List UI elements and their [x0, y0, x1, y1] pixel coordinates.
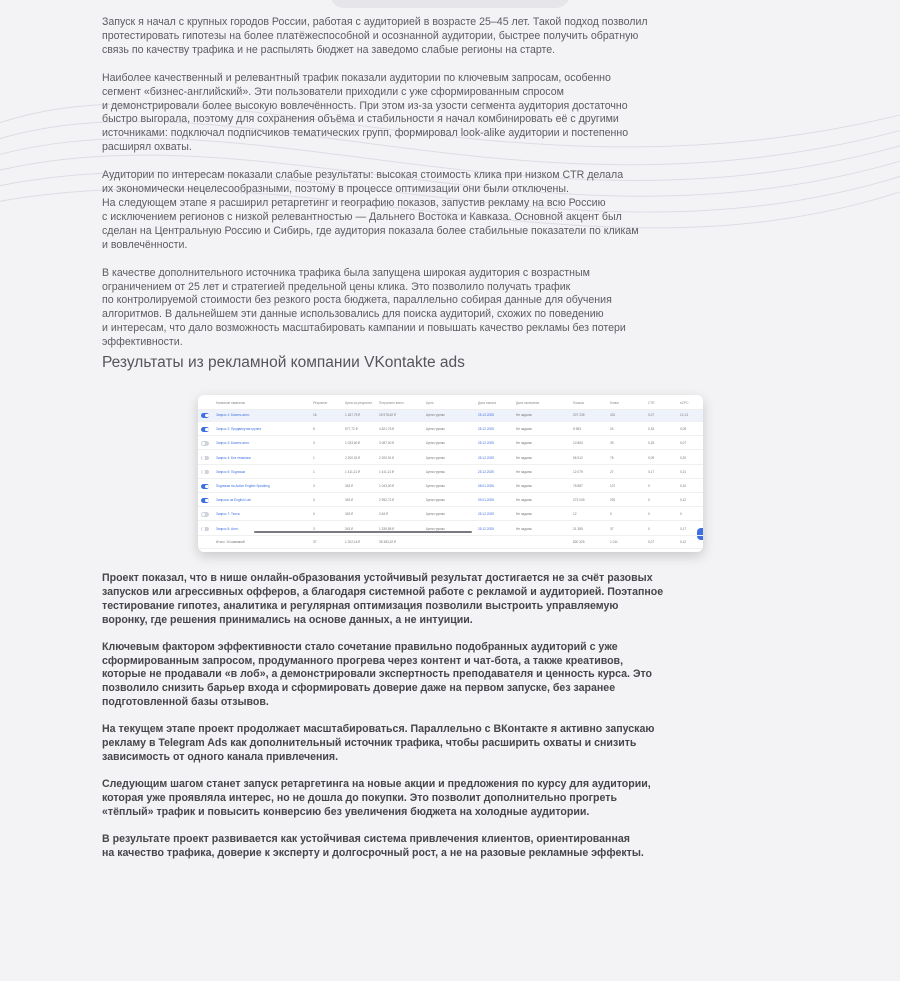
paragraph-line: и демонстрировали более высокую вовлечённость. При этом из-за узости сегмента аудитория достаточно [102, 99, 628, 112]
paragraph-line: подготовленной базы отзывов. [102, 696, 269, 709]
paragraph-line: быстро выгорала, поэтому для сохранения объёма и стабильности я начал комбинировать её с другими [102, 113, 619, 126]
table-row[interactable] [198, 481, 703, 493]
table-cell: 343 ₽ [345, 484, 354, 489]
campaign-toggle[interactable] [201, 498, 209, 503]
table-cell: 75 887 [573, 484, 583, 489]
section-title: Результаты из рекламной компании VKontakte ads [102, 354, 465, 372]
paragraph-line: В результате проект развивается как устойчивая система привлечения клиентов, ориентированная [102, 832, 630, 845]
table-cell: Не заданы [516, 441, 532, 446]
paragraph-line: и интересам, что дало возможность масштабировать кампании и повышать качество рекламы без потери [102, 322, 626, 335]
table-cell: 1 [313, 455, 315, 460]
total-cell: 1 011 [610, 540, 618, 545]
table-cell: 0 [648, 484, 650, 489]
table-cell: 12 [573, 512, 577, 517]
total-cell: 820 325 [573, 540, 585, 545]
paragraph [102, 572, 802, 628]
campaign-toggle[interactable] [201, 456, 209, 461]
paragraph [102, 267, 802, 350]
table-cell: 25.12.2025 [478, 427, 494, 432]
table-cell: 09.01.2026 [478, 498, 494, 503]
table-cell: 10 863 [573, 441, 583, 446]
table-cell: Цена группы [426, 512, 445, 517]
table-header-row [198, 398, 703, 410]
table-cell: 343 ₽ [345, 526, 354, 531]
campaign-name-link[interactable]: Подписки на Active English Speaking [216, 484, 270, 489]
table-cell: 27 [610, 469, 614, 474]
campaign-toggle[interactable] [201, 427, 209, 432]
table-cell: 25.12.2025 [478, 469, 494, 474]
table-cell: 0 [610, 512, 612, 517]
paragraph-line: «тёплый» трафик и повысить конверсию без увеличения бюджета на холодные аудитории. [102, 805, 590, 818]
table-cell: Не заданы [516, 455, 532, 460]
table-row[interactable] [198, 438, 703, 450]
paragraph-line: запусков или агрессивных офферов, а благодаря системной работе с рекламой и аудиторией. Поэтапное [102, 585, 664, 598]
total-cell: Итого: 10 кампаний [216, 540, 245, 545]
table-row[interactable] [198, 524, 703, 536]
total-cell: 0,07 [648, 540, 655, 545]
table-cell: 0 [648, 498, 650, 503]
table-cell: 4 621,76 ₽ [379, 427, 395, 432]
table-header-cell[interactable]: Клики [610, 401, 619, 406]
total-cell: 1 202,16 ₽ [345, 540, 361, 545]
total-cell: 0,12 [680, 540, 687, 545]
table-cell: Не заданы [516, 413, 532, 418]
table-header-cell[interactable]: Дата окончания [516, 401, 540, 406]
campaign-name-link[interactable]: Запрос 4: Без тематики [216, 455, 251, 460]
paragraph-line: тестирование гипотез, аналитика и регулярная оптимизация позволили выстроить управляемую [102, 599, 619, 612]
table-header-cell[interactable]: eCPC [680, 401, 689, 406]
table-cell: Цена группы [426, 455, 445, 460]
paragraph [102, 72, 802, 155]
table-cell: 0,25 [648, 441, 655, 446]
campaign-toggle[interactable] [201, 470, 209, 475]
table-cell: 0,12 [680, 498, 687, 503]
top-tab-decoration [330, 0, 570, 8]
table-cell: Цена группы [426, 413, 445, 418]
table-cell: 16 [313, 413, 317, 418]
table-cell: 1 043,00 ₽ [379, 484, 395, 489]
table-cell: 0 [648, 512, 650, 517]
total-cell: 37 [313, 540, 317, 545]
paragraph [102, 641, 802, 711]
table-cell: 3 [313, 526, 315, 531]
table-cell: 0,07 [680, 441, 687, 446]
table-cell: Не заданы [516, 427, 532, 432]
table-cell: 0,54 ₽ [379, 512, 389, 517]
table-cell: 21 385 [573, 526, 583, 531]
table-header-cell[interactable]: Потрачено всего [379, 401, 404, 406]
table-cell: Не заданы [516, 526, 532, 531]
table-cell: 577,72 ₽ [345, 427, 358, 432]
total-cell: 35 383,32 ₽ [379, 540, 397, 545]
table-cell: 0 [680, 512, 682, 517]
paragraph-line: позволило снизить барьер входа и сформировать доверие даже на первом запуске, без заранее [102, 682, 616, 695]
table-cell: 0 [313, 512, 315, 517]
campaign-toggle[interactable] [201, 413, 209, 418]
paragraph-line: связь по качеству трафика и не распылять бюджет на заведомо слабые регионы на старте. [102, 43, 556, 56]
paragraph-line: сделан на Центральную Россию и Сибирь, где аудитория показала более стабильные показатели по кликам [102, 224, 639, 237]
table-header-cell[interactable]: Дата начала [478, 401, 497, 406]
campaign-name-link[interactable]: Запрос 8: Англ. [216, 526, 239, 531]
campaign-name-link[interactable]: Запрос 7: Тесты [216, 512, 240, 517]
table-cell: 08.01.2026 [478, 484, 494, 489]
paragraph-line: Проект показал, что в нише онлайн-образования устойчивый результат достигается не за счёт разовых [102, 572, 653, 585]
table-header-cell[interactable]: Цена за результат [345, 401, 372, 406]
paragraph-line: сегмент «бизнес-английский». Эти пользователи приходили с уже сформированным спросом [102, 85, 564, 98]
paragraph [102, 16, 802, 58]
paragraph [102, 833, 802, 861]
campaign-name-link[interactable]: Запросы на English Lab [216, 498, 251, 503]
table-cell: 1 187,75 ₽ [345, 413, 361, 418]
table-cell: Цена группы [426, 469, 445, 474]
paragraph-line: Ключевым фактором эффективности стало сочетание правильно подобранных аудиторий с уже [102, 640, 618, 653]
ads-table-screenshot [198, 395, 703, 552]
campaign-toggle[interactable] [201, 484, 209, 489]
paragraph [102, 169, 802, 252]
paragraph-line: Следующим шагом станет запуск ретаргетинга на новые акции и предложения по курсу для аудитории, [102, 777, 651, 790]
table-cell: Не заданы [516, 469, 532, 474]
paragraph-line: воронку, где решения принимались на основе данных, а не интуиции. [102, 613, 473, 626]
table-cell: Цена группы [426, 427, 445, 432]
table-cell: 75 [610, 455, 614, 460]
table-cell: 0,17 [648, 469, 655, 474]
table-cell: 343 ₽ [345, 512, 354, 517]
table-cell: 3 [313, 498, 315, 503]
table-cell: 18 978,62 ₽ [379, 413, 397, 418]
paragraph-line: которые не продавали «в лоб», а демонстрировали экспертность преподавателя и ценность курса. Это [102, 668, 652, 681]
paragraph-line: зависимость от одного канала привлечения. [102, 751, 339, 763]
table-cell: Цена группы [426, 441, 445, 446]
paragraph-line: и вовлечённости. [102, 238, 188, 251]
paragraph-line: На следующем этапе я расширил ретаргетинг и географию показов, запустив рекламу на всю Россию [102, 196, 606, 209]
table-row[interactable] [198, 424, 703, 436]
table-cell: 207 235 [573, 413, 585, 418]
table-cell: 24 [610, 427, 614, 432]
paragraph-line: ограничением от 25 лет и стратегией предельной цены клика. Это позволило получать трафик [102, 280, 571, 293]
paragraph-line: по контролируемой стоимости без резкого роста бюджета, параллельно собирая данные для обучения [102, 294, 612, 307]
table-cell: 107 [610, 484, 616, 489]
campaign-toggle[interactable] [201, 512, 209, 517]
paragraph-line: Аудитории по интересам показали слабые результаты: высокая стоимость клика при низком CTR делала [102, 169, 624, 182]
table-cell: 1 411,21 ₽ [345, 469, 361, 474]
table-cell: 3 [313, 484, 315, 489]
table-cell: 1 339,85 ₽ [379, 526, 395, 531]
paragraph-line: сформированным запросом, продуманного прогрева через контент и чат-бота, а также креативов, [102, 654, 624, 667]
campaign-name-link[interactable]: Запрос 3: Бизнес-англ. [216, 441, 250, 446]
table-cell: 37 [610, 526, 614, 531]
table-header-cell[interactable]: CTR [648, 401, 655, 406]
intro-section [102, 16, 802, 350]
table-cell: Не заданы [516, 484, 532, 489]
table-cell: 0,09 [680, 427, 687, 432]
table-cell: 0,20 [680, 455, 687, 460]
table-cell: 0,17 [680, 526, 687, 531]
table-cell: 25.12.2025 [478, 441, 494, 446]
table-cell: 3 [313, 441, 315, 446]
paragraph [102, 723, 802, 765]
table-cell: Цена группы [426, 498, 445, 503]
table-cell: 2 200,91 ₽ [379, 455, 395, 460]
paragraph-line: их экономически нецелесообразными, поэтому в процессе оптимизации они были отключены. [102, 183, 569, 196]
table-cell: 2 952,72 ₽ [379, 498, 395, 503]
table-header-cell[interactable]: Показы [573, 401, 585, 406]
paragraph-line: В качестве дополнительного источника трафика была запущена широкая аудитория с возрастным [102, 266, 590, 279]
table-cell: 1 411,21 ₽ [379, 469, 395, 474]
table-cell: Цена группы [426, 526, 445, 531]
campaign-name-link[interactable]: Запрос 5: Подписки [216, 469, 246, 474]
table-cell: 25.12.2025 [478, 512, 494, 517]
table-cell: 25.12.2025 [478, 413, 494, 418]
table-cell: 0,21 [680, 469, 687, 474]
paragraph-line: Наиболее качественный и релевантный трафик показали аудитории по ключевым запросам, особенно [102, 71, 611, 84]
paragraph-line: расширял охваты. [102, 141, 192, 154]
paragraph-line: протестировать гипотезы на более платёжеспособной и осознанной аудитории, быстрее получить обратную [102, 29, 639, 42]
table-cell: 292 [610, 498, 616, 503]
paragraph [102, 778, 802, 820]
table-cell: Цена группы [426, 484, 445, 489]
conclusion-section [102, 572, 802, 860]
paragraph-line: рекламу в Telegram Ads как дополнительный источник трафика, чтобы расширить охваты и снизить [102, 737, 637, 750]
paragraph-line: на качество трафика, доверие к эксперту и долгосрочный рост, а не на разовые рекламные эффекты. [102, 846, 644, 859]
table-cell: 8 [313, 427, 315, 432]
campaign-toggle[interactable] [201, 441, 209, 446]
table-header-cell[interactable]: Название кампании [216, 401, 246, 406]
table-header-cell[interactable]: Цель [426, 401, 434, 406]
table-row[interactable] [198, 410, 703, 422]
table-cell: 25.12.2025 [478, 526, 494, 531]
table-cell: 5 983 [573, 427, 581, 432]
table-cell: 1 033,60 ₽ [345, 441, 361, 446]
table-cell: 0,07 [648, 413, 655, 418]
table-cell: 25.12.2025 [478, 455, 494, 460]
table-cell: 0,33 [648, 427, 655, 432]
table-cell: 39 [610, 441, 614, 446]
table-row[interactable] [198, 509, 703, 521]
paragraph-line: На текущем этапе проект продолжает масштабироваться. Параллельно с ВКонтакте я активно запускаю [102, 723, 655, 736]
campaign-name-link[interactable]: Запрос 1: Бизнес-англ. [216, 413, 250, 418]
article-content [102, 16, 802, 860]
campaign-toggle[interactable] [201, 527, 209, 532]
table-header-cell[interactable]: Результат [313, 401, 328, 406]
campaign-name-link[interactable]: Запрос 2: Продвинутая группа [216, 427, 261, 432]
table-cell: Не заданы [516, 498, 532, 503]
table-row[interactable] [198, 467, 703, 479]
table-cell: 0 [648, 526, 650, 531]
table-row[interactable] [198, 453, 703, 465]
paragraph-line: Запуск я начал с крупных городов России, работая с аудиторией в возрасте 25–45 лет. Такой подход позволил [102, 16, 648, 28]
table-cell: 12 079 [573, 469, 583, 474]
table-total-row [198, 537, 703, 549]
table-cell: 273 049 [573, 498, 585, 503]
table-cell: 12,13 [680, 413, 688, 418]
table-cell: 3 087,00 ₽ [379, 441, 395, 446]
table-cell: 343 ₽ [345, 498, 354, 503]
table-cell: 431 [610, 413, 616, 418]
paragraph-line: алгоритмов. В дальнейшем эти данные использовались для поиска аудиторий, схожих по поведению [102, 308, 604, 321]
paragraph-line: источниками: подключал подписчиков тематических групп, формировал look-alike аудитории и постепенно [102, 127, 629, 140]
table-cell: 0,09 [648, 455, 655, 460]
table-cell: 2 200,91 ₽ [345, 455, 361, 460]
paragraph-line: с исключением регионов с низкой релевантностью — Дальнего Востока и Кавказа. Основной акцент был [102, 210, 622, 223]
table-row[interactable] [198, 495, 703, 507]
paragraph-line: эффективности. [102, 336, 183, 349]
table-cell: Не заданы [516, 512, 532, 517]
paragraph-line: которая уже проявляла интерес, но не дошла до покупки. Это позволит дополнительно прогреть [102, 791, 617, 804]
table-cell: 0,10 [680, 484, 687, 489]
table-cell: 1 [313, 469, 315, 474]
table-cell: 56 512 [573, 455, 583, 460]
